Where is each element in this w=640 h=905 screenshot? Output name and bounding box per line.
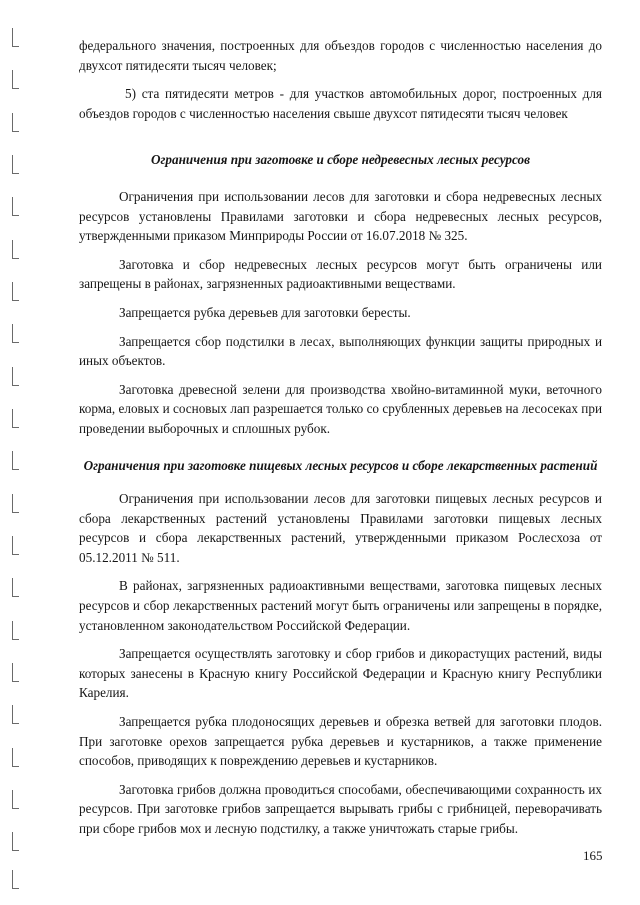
- section-heading: Ограничения при заготовке пищевых лесных ресурсов и сборе лекарственных растений: [83, 457, 598, 473]
- binding-mark: [12, 832, 19, 851]
- binding-mark: [12, 494, 19, 513]
- paragraph: Запрещается рубка плодоносящих деревьев и обрезка ветвей для заготовки плодов. При заготовке орехов запрещается рубка деревьев и кустарников, а также применение способов, приводящих к повреждению деревьев и кустарников.: [79, 714, 602, 769]
- paragraph: 5) ста пятидесяти метров - для участков автомобильных дорог, построенных для объездов городов с численностью населения свыше двухсот пятидесяти тысяч человек: [79, 86, 602, 121]
- page-number: 165: [583, 848, 603, 863]
- paragraph: Заготовка и сбор недревесных лесных ресурсов могут быть ограничены или запрещены в районах, загрязненных радиоактивными веществами.: [79, 256, 602, 292]
- binding-mark: [12, 324, 19, 343]
- paragraph: Запрещается сбор подстилки в лесах, выполняющих функции защиты природных и иных объектов.: [79, 333, 602, 369]
- binding-mark: [12, 155, 19, 174]
- binding-mark: [12, 621, 19, 640]
- paragraph: федерального значения, построенных для объездов городов с численностью населения до двухсот пятидесяти тысяч человек;: [79, 38, 602, 73]
- binding-mark: [12, 451, 19, 470]
- paragraph: Заготовка грибов должна проводиться способами, обеспечивающими сохранность их ресурсов. При заготовке грибов запрещается вырывать грибы с грибницей, переворачивать при сборе грибов мох и лесную подстилку, а также уничтожать старые грибы.: [79, 781, 602, 836]
- binding-mark: [12, 748, 19, 767]
- paragraph: Запрещается осуществлять заготовку и сбор грибов и дикорастущих растений, виды которых занесены в Красную книгу Российской Федерации и Красную книгу Республики Карелия.: [79, 646, 602, 701]
- binding-mark: [12, 870, 19, 889]
- binding-mark: [12, 28, 19, 47]
- binding-mark: [12, 367, 19, 386]
- binding-mark: [12, 240, 19, 259]
- binding-mark: [12, 578, 19, 597]
- document-body: [79, 36, 602, 839]
- binding-mark: [12, 409, 19, 428]
- section-heading: Ограничения при заготовке и сборе недревесных лесных ресурсов: [150, 152, 531, 168]
- binding-mark: [12, 705, 19, 724]
- binding-mark: [12, 197, 19, 216]
- binding-mark: [12, 790, 19, 809]
- binding-mark: [12, 282, 19, 301]
- binding-mark: [12, 536, 19, 555]
- paragraph: Ограничения при использовании лесов для заготовки и сбора недревесных лесных ресурсов установлены Правилами заготовки и сбора недревесных лесных ресурсов, утвержденными приказом Минприроды России от 16.07.2018 № 325.: [79, 188, 602, 244]
- paragraph: Запрещается рубка деревьев для заготовки бересты.: [119, 304, 411, 320]
- paragraph: Ограничения при использовании лесов для заготовки пищевых лесных ресурсов и сбора лекарственных растений установлены Правилами заготовки пищевых лесных ресурсов и сбора лекарственных растений, утвержденными приказом Рослесхоза от 05.12.2011 № 511.: [79, 491, 602, 565]
- binding-mark: [12, 663, 19, 682]
- binding-marks: [12, 0, 26, 905]
- binding-mark: [12, 113, 19, 132]
- paragraph: В районах, загрязненных радиоактивными веществами, заготовка пищевых лесных ресурсов и сбор лекарственных растений могут быть ограничены или запрещены в порядке, установленном законодательством Российской Федерации.: [79, 578, 602, 633]
- binding-mark: [12, 70, 19, 89]
- paragraph: Заготовка древесной зелени для производства хвойно-витаминной муки, веточного корма, еловых и сосновых лап разрешается только со срубленных деревьев на лесосеках при проведении выборочных и сплошных рубок.: [79, 381, 602, 436]
